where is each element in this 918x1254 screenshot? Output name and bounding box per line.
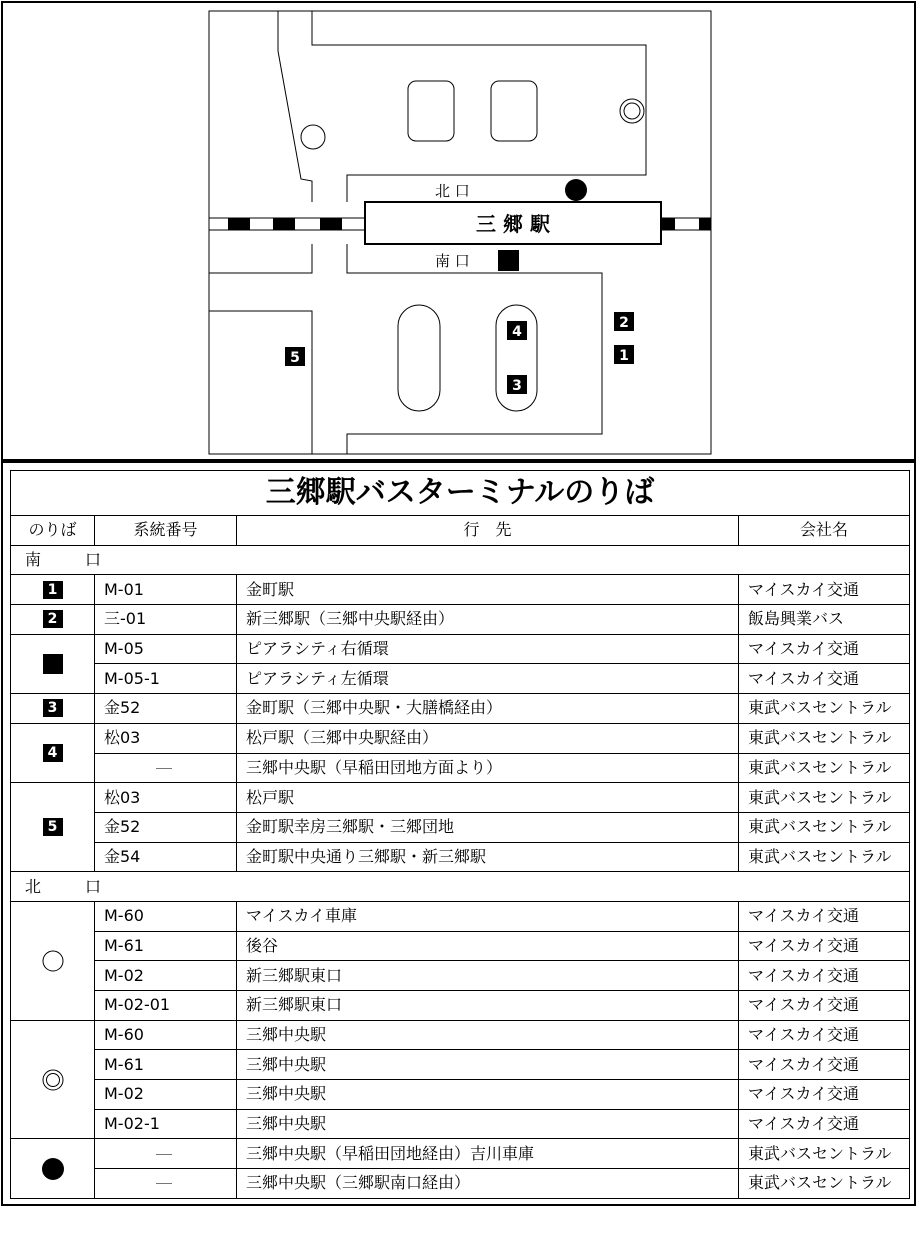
section-row <box>11 545 910 575</box>
company-name: マイスカイ交通 <box>739 664 910 694</box>
table-row <box>11 605 910 635</box>
company-name: 飯島興業バス <box>739 605 910 635</box>
platform-cell <box>11 783 95 872</box>
open-circle-icon <box>41 949 65 973</box>
route-number: M-61 <box>95 931 237 961</box>
platform-badge-icon: 4 <box>43 744 63 762</box>
route-number: 松03 <box>95 783 237 813</box>
table-row <box>11 991 910 1021</box>
platform-badge-icon: 1 <box>43 581 63 599</box>
route-number <box>95 753 237 783</box>
destination: 金町駅中央通り三郷駅・新三郷駅 <box>237 842 739 872</box>
table-row <box>11 1050 910 1080</box>
company-name: 東武バスセントラル <box>739 1169 910 1199</box>
double-circle-icon <box>41 1068 65 1092</box>
table-row <box>11 961 910 991</box>
stop-badge-4-icon <box>507 321 527 340</box>
platform-cell <box>11 723 95 782</box>
table-row <box>11 1109 910 1139</box>
north-plaza-outline <box>312 11 646 202</box>
route-number: M-05 <box>95 634 237 664</box>
north-exit-label: 北 口 <box>435 182 470 200</box>
company-name: マイスカイ交通 <box>739 961 910 991</box>
company-name: マイスカイ交通 <box>739 901 910 931</box>
bus-island-right <box>496 305 537 411</box>
route-number: 松03 <box>95 723 237 753</box>
company-name: 東武バスセントラル <box>739 783 910 813</box>
company-name: 東武バスセントラル <box>739 753 910 783</box>
filled-square-stop-icon <box>498 250 519 271</box>
south-west-block <box>209 311 312 454</box>
table-row <box>11 634 910 664</box>
route-number: 金52 <box>95 812 237 842</box>
company-name: マイスカイ交通 <box>739 931 910 961</box>
route-number: M-61 <box>95 1050 237 1080</box>
table-row <box>11 753 910 783</box>
destination: 後谷 <box>237 931 739 961</box>
bus-terminal-timetable <box>1 461 916 1206</box>
destination: 三郷中央駅 <box>237 1050 739 1080</box>
header-destination: 行 先 <box>237 516 739 546</box>
company-name: 東武バスセントラル <box>739 694 910 724</box>
company-name: 東武バスセントラル <box>739 723 910 753</box>
destination: ピアラシティ左循環 <box>237 664 739 694</box>
company-name: マイスカイ交通 <box>739 575 910 605</box>
route-number <box>95 1169 237 1199</box>
destination: 新三郷駅東口 <box>237 991 739 1021</box>
no-route-dash <box>104 760 224 776</box>
bus-island-left <box>398 305 440 411</box>
north-building-left <box>408 81 454 141</box>
destination: マイスカイ車庫 <box>237 901 739 931</box>
section-row <box>11 872 910 902</box>
filled-square-icon <box>41 652 65 676</box>
platform-cell <box>11 575 95 605</box>
platform-cell <box>11 694 95 724</box>
destination: 三郷中央駅（三郷駅南口経由） <box>237 1169 739 1199</box>
header-route: 系統番号 <box>95 516 237 546</box>
platform-cell <box>11 1020 95 1139</box>
station-name-label: 三 郷 駅 <box>476 212 550 236</box>
platform-badge-icon: 2 <box>43 610 63 628</box>
company-name: 東武バスセントラル <box>739 1139 910 1169</box>
header-company: 会社名 <box>739 516 910 546</box>
company-name: マイスカイ交通 <box>739 634 910 664</box>
table-row <box>11 1020 910 1050</box>
platform-cell <box>11 634 95 693</box>
destination: 松戸駅（三郷中央駅経由） <box>237 723 739 753</box>
svg-text:1: 1 <box>619 348 629 364</box>
table-row <box>11 931 910 961</box>
company-name: 東武バスセントラル <box>739 812 910 842</box>
destination: 三郷中央駅 <box>237 1080 739 1110</box>
header-platform: のりば <box>11 516 95 546</box>
table-row <box>11 842 910 872</box>
route-number: M-02-1 <box>95 1109 237 1139</box>
table-row <box>11 783 910 813</box>
route-number: 三-01 <box>95 605 237 635</box>
south-plaza-outline <box>347 244 602 454</box>
svg-text:4: 4 <box>512 324 522 340</box>
destination: 三郷中央駅（早稲田団地方面より） <box>237 753 739 783</box>
destination: 三郷中央駅（早稲田団地経由）吉川車庫 <box>237 1139 739 1169</box>
company-name: マイスカイ交通 <box>739 1050 910 1080</box>
timetable-title: 三郷駅バスターミナルのりば <box>11 471 910 516</box>
map-drawing <box>3 3 918 463</box>
destination: 金町駅（三郷中央駅・大膳橋経由） <box>237 694 739 724</box>
open-circle-stop-icon <box>301 125 325 149</box>
south-road-west <box>209 244 312 273</box>
route-number: M-02 <box>95 1080 237 1110</box>
table-row <box>11 812 910 842</box>
header-row <box>11 516 910 546</box>
destination: 金町駅 <box>237 575 739 605</box>
table-row <box>11 575 910 605</box>
destination: 三郷中央駅 <box>237 1020 739 1050</box>
table-row <box>11 901 910 931</box>
route-number: M-01 <box>95 575 237 605</box>
platform-cell <box>11 605 95 635</box>
section-label: 南 口 <box>11 545 910 575</box>
route-number: M-05-1 <box>95 664 237 694</box>
platform-table <box>10 470 910 1199</box>
destination: 金町駅幸房三郷駅・三郷団地 <box>237 812 739 842</box>
platform-badge-icon: 3 <box>43 699 63 717</box>
company-name: マイスカイ交通 <box>739 991 910 1021</box>
route-number: M-02-01 <box>95 991 237 1021</box>
section-label: 北 口 <box>11 872 910 902</box>
route-number: 金52 <box>95 694 237 724</box>
no-route-dash <box>104 1146 224 1162</box>
route-number: M-60 <box>95 901 237 931</box>
route-number: M-02 <box>95 961 237 991</box>
station-area-map <box>1 1 916 461</box>
company-name: マイスカイ交通 <box>739 1020 910 1050</box>
route-number: M-60 <box>95 1020 237 1050</box>
platform-cell <box>11 1139 95 1198</box>
destination: 新三郷駅（三郷中央駅経由） <box>237 605 739 635</box>
company-name: 東武バスセントラル <box>739 842 910 872</box>
route-number: 金54 <box>95 842 237 872</box>
svg-text:5: 5 <box>290 350 300 366</box>
stop-badge-5-icon <box>285 347 305 366</box>
route-number <box>95 1139 237 1169</box>
no-route-dash <box>104 1175 224 1191</box>
destination: 三郷中央駅 <box>237 1109 739 1139</box>
company-name: マイスカイ交通 <box>739 1080 910 1110</box>
filled-circle-stop-icon <box>565 179 587 201</box>
table-row <box>11 1080 910 1110</box>
stop-badge-3-icon <box>507 375 527 394</box>
svg-text:3: 3 <box>512 378 522 394</box>
table-row <box>11 1139 910 1169</box>
destination: 松戸駅 <box>237 783 739 813</box>
table-row <box>11 694 910 724</box>
table-row <box>11 723 910 753</box>
south-exit-label: 南 口 <box>435 252 470 270</box>
stop-badge-1-icon <box>614 345 634 364</box>
destination: 新三郷駅東口 <box>237 961 739 991</box>
north-building-right <box>491 81 537 141</box>
platform-cell <box>11 901 95 1020</box>
svg-text:2: 2 <box>619 315 629 331</box>
table-row <box>11 664 910 694</box>
table-row <box>11 1169 910 1199</box>
destination: ピアラシティ右循環 <box>237 634 739 664</box>
filled-circle-icon <box>41 1157 65 1181</box>
platform-badge-icon: 5 <box>43 818 63 836</box>
stop-badge-2-icon <box>614 312 634 331</box>
company-name: マイスカイ交通 <box>739 1109 910 1139</box>
